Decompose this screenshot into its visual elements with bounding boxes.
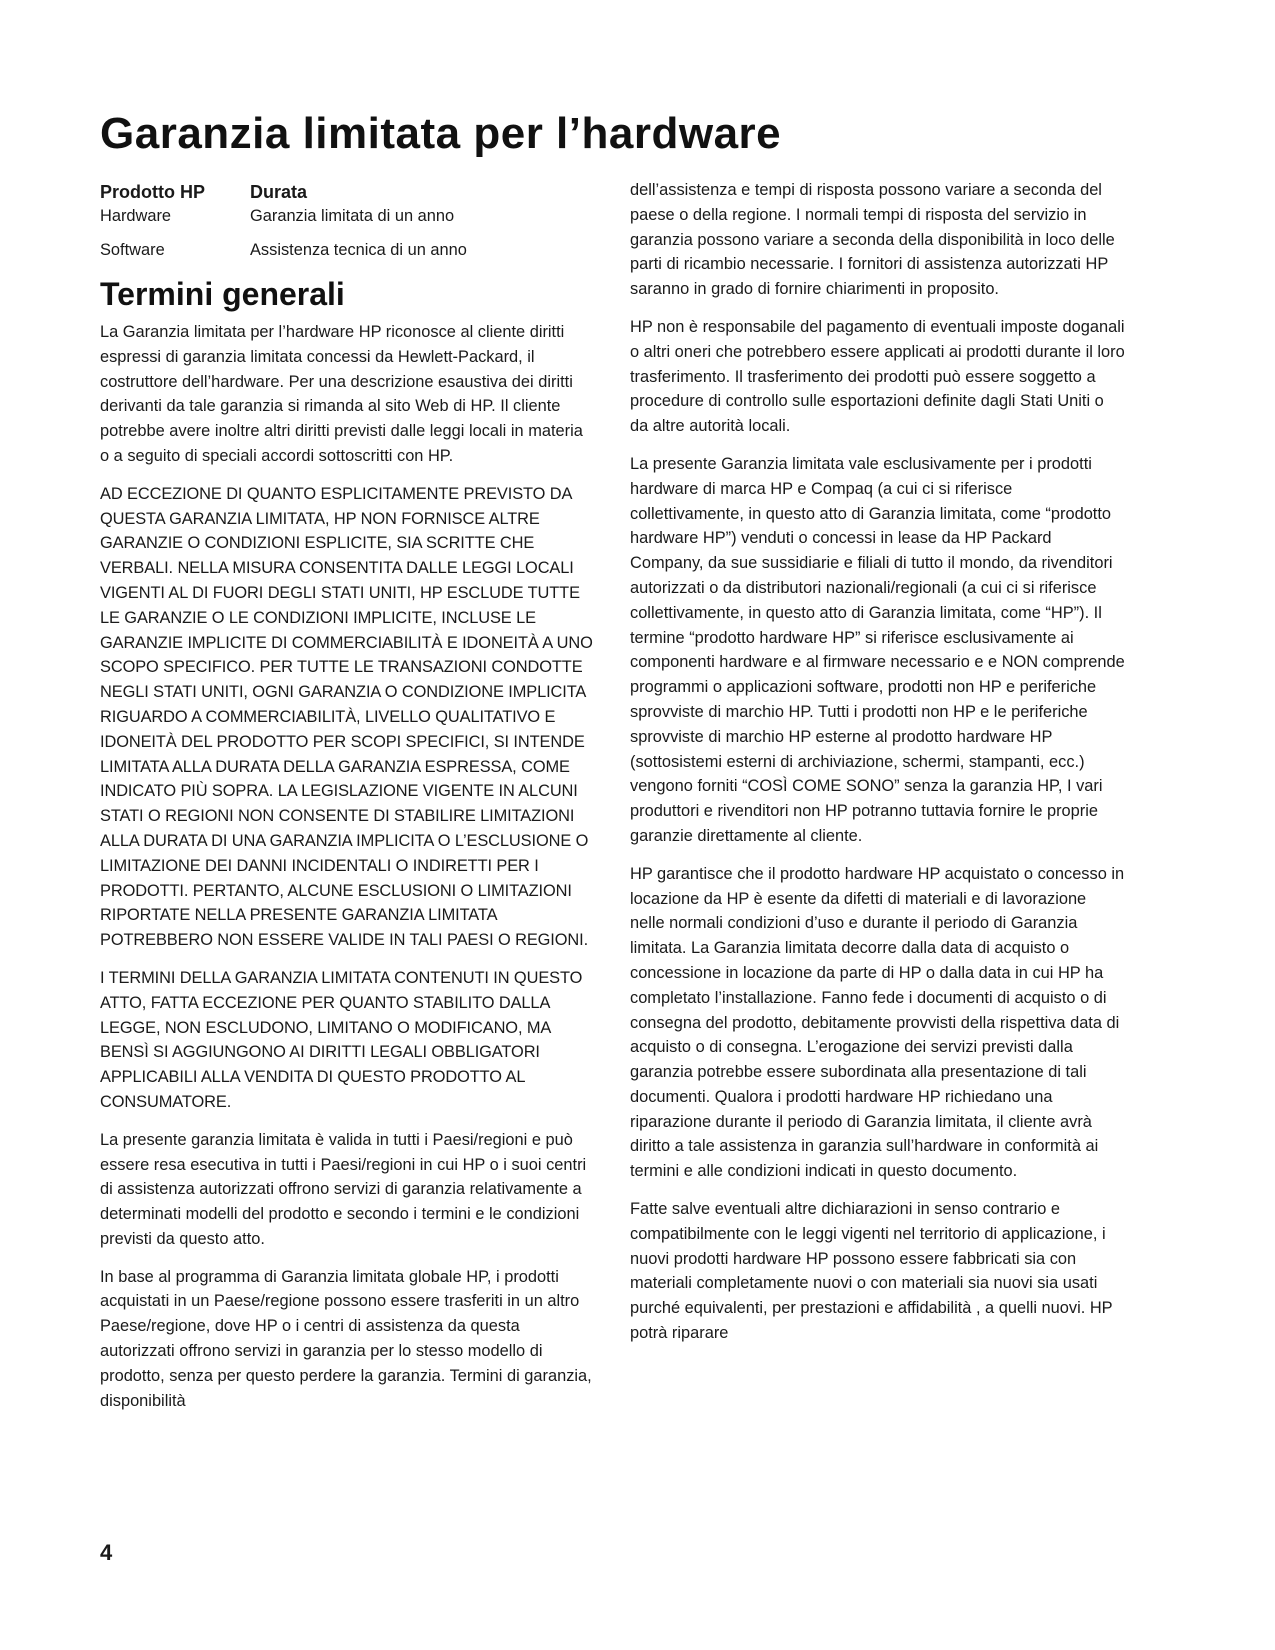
paragraph: dell’assistenza e tempi di risposta possono variare a seconda del paese o della regione. I normali tempi di risposta del servizio in garanzia possono variare a seconda della disponibilità in loco delle parti di ricambio necessarie. I fornitori di assistenza autorizzati HP saranno in grado di fornire chiarimenti in proposito. [630,181,1115,299]
paragraph: La Garanzia limitata per l’hardware HP riconosce al cliente diritti espressi di garanzia limitata concessi da Hewlett-Packard, il costruttore dell’hardware. Per una descrizione esaustiva dei diritti derivanti da tale garanzia si rimanda al sito Web di HP. Il cliente potrebbe avere inoltre altri diritti previsti dalle leggi locali in materia o a seguito di speciali accordi sottoscritti con HP. [100,323,583,465]
page-title: Garanzia limitata per l’hardware [100,109,782,158]
table-row [100,238,467,272]
paragraph: HP garantisce che il prodotto hardware HP acquistato o concesso in locazione da HP è esente da difetti di materiali e di lavorazione nelle normali condizioni d’uso e durante il periodo di Garanzia limitata. La Garanzia limitata decorre dalla data di acquisto o concessione in locazione da parte di HP o dalla data in cui HP ha completato l’installazione. Fanno fede i documenti di acquisto o di consegna del prodotto, debitamente provvisti della rispettiva data di acquisto o di consegna. L’erogazione dei servizi previsti dalla garanzia potrebbe essere subordinata alla presentazione di tali documenti. Qualora i prodotti hardware HP richiedano una riparazione durante il periodo di Garanzia limitata, il cliente avrà diritto a tale assistenza in garanzia sull’hardware in conformità ai termini e alle condizioni indicati in questo documento. [630,864,1125,1181]
table-cell-product: Hardware [100,207,172,225]
paragraph: HP non è responsabile del pagamento di eventuali imposte doganali o altri oneri che potrebbero essere applicati ai prodotti durante il loro trasferimento. Il trasferimento dei prodotti può essere soggetto a procedure di controllo sulle esportazioni definite dagli Stati Uniti o da altre autorità locali. [630,317,1125,436]
right-column [630,178,1125,1359]
page-number: 4 [100,1540,113,1565]
product-duration-table [100,178,467,272]
table-cell-product: Software [100,241,165,259]
table-row [100,204,467,238]
paragraph-disclaimer: I TERMINI DELLA GARANZIA LIMITATA CONTENUTI IN QUESTO ATTO, FATTA ECCEZIONE PER QUANTO STABILITO DALLA LEGGE, NON ESCLUDONO, LIMITANO O MODIFICANO, MA BENSÌ SI AGGIUNGONO AI DIRITTI LEGALI OBBLIGATORI APPLICABILI ALLA VENDITA DI QUESTO PRODOTTO AL CONSUMATORE. [100,968,583,1111]
column-header-product: Prodotto HP [100,182,205,202]
section-heading: Termini generali [100,276,345,312]
paragraph: La presente Garanzia limitata vale esclusivamente per i prodotti hardware di marca HP e Compaq (a cui ci si riferisce collettivamente, in questo atto di Garanzia limitata, come “prodotto hardware HP”) venduti o concessi in lease da HP Packard Company, da sue sussidiarie e filiali di tutto il mondo, da rivenditori autorizzati o da distributori nazionali/regionali (a cui ci si riferisce collettivamente, in questo atto di Garanzia limitata, come “HP”). Il termine “prodotto hardware HP” si riferisce esclusivamente ai componenti hardware e al firmware necessario e e NON comprende programmi o applicazioni software, prodotti non HP e periferiche sprovviste di marchio HP. Tutti i prodotti non HP e le periferiche sprovviste di marchio HP esterne al prodotto hardware HP (sottosistemi esterni di archiviazione, schermi, stampanti, ecc.) vengono forniti “COSÌ COME SONO” senza la garanzia HP, I vari produttori e rivenditori non HP potranno tuttavia fornire le proprie garanzie direttamente al cliente. [630,454,1125,845]
paragraph: La presente garanzia limitata è valida in tutti i Paesi/regioni e può essere resa esecutiva in tutti i Paesi/regioni in cui HP o i suoi centri di assistenza autorizzati offrono servizi di garanzia relativamente a determinati modelli del prodotto e secondo i termini e le condizioni previsti da questo atto. [100,1130,587,1248]
table-cell-duration: Assistenza tecnica di un anno [250,241,467,259]
table-header-row [100,178,467,204]
left-column [100,178,595,1426]
paragraph: Fatte salve eventuali altre dichiarazioni in senso contrario e compatibilmente con le leggi vigenti nel territorio di applicazione, i nuovi prodotti hardware HP possono essere fabbricati sia con materiali completamente nuovi o con materiali sia nuovi sia usati purché equivalenti, per prestazioni e affidabilità , a quelli nuovi. HP potrà riparare [630,1200,1113,1343]
paragraph-disclaimer: AD ECCEZIONE DI QUANTO ESPLICITAMENTE PREVISTO DA QUESTA GARANZIA LIMITATA, HP NON FORNISCE ALTRE GARANZIE O CONDIZIONI ESPLICITE, SIA SCRITTE CHE VERBALI. NELLA MISURA CONSENTITA DALLE LEGGI LOCALI VIGENTI AL DI FUORI DEGLI STATI UNITI, HP ESCLUDE TUTTE LE GARANZIE O LE CONDIZIONI IMPLICITE, INCLUSE LE GARANZIE IMPLICITE DI COMMERCIABILITÀ E IDONEITÀ A UNO SCOPO SPECIFICO. PER TUTTE LE TRANSAZIONI CONDOTTE NEGLI STATI UNITI, OGNI GARANZIA O CONDIZIONE IMPLICITA RIGUARDO A COMMERCIABILITÀ, LIVELLO QUALITATIVO E IDONEITÀ DEL PRODOTTO PER SCOPI SPECIFICI, SI INTENDE LIMITATA ALLA DURATA DELLA GARANZIA ESPRESSA, COME INDICATO PIÙ SOPRA. LA LEGISLAZIONE VIGENTE IN ALCUNI STATI O REGIONI NON CONSENTE DI STABILIRE LIMITAZIONI ALLA DURATA DI UNA GARANZIA IMPLICITA O L’ESCLUSIONE O LIMITAZIONE DEI DANNI INCIDENTALI O INDIRETTI PER I PRODOTTI. PERTANTO, ALCUNE ESCLUSIONI O LIMITAZIONI RIPORTATE NELLA PRESENTE GARANZIA LIMITATA POTREBBERO NON ESSERE VALIDE IN TALI PAESI O REGIONI. [100,484,593,950]
table-cell-duration: Garanzia limitata di un anno [250,207,455,225]
column-header-duration: Durata [250,182,308,202]
paragraph: In base al programma di Garanzia limitata globale HP, i prodotti acquistati in un Paese/regione possono essere trasferiti in un altro Paese/regione, dove HP o i centri di assistenza da questa autorizzati offrono servizi in garanzia per lo stesso modello di prodotto, senza per questo perdere la garanzia. Termini di garanzia, disponibilità [100,1267,592,1410]
